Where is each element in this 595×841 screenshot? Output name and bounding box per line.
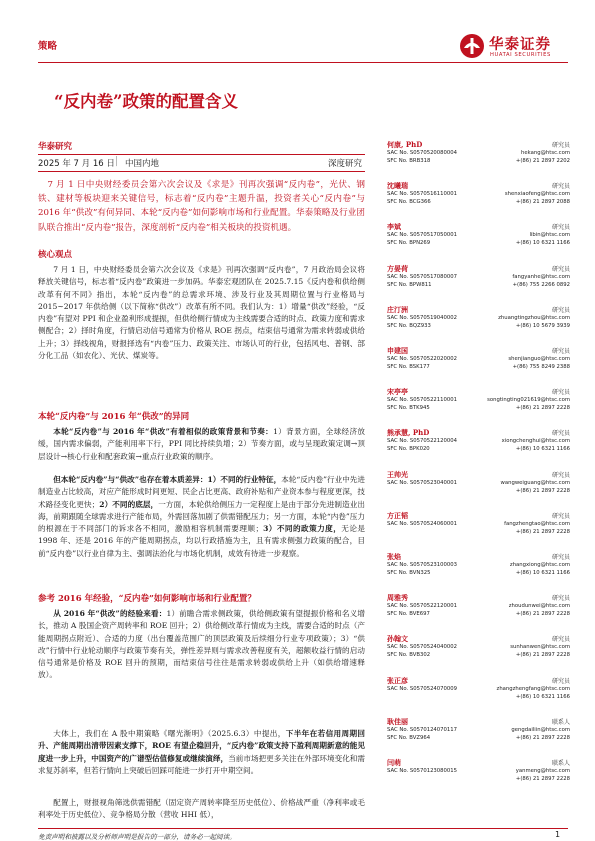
logo-name: 华泰证券 bbox=[489, 37, 551, 53]
org-label: 华泰研究 bbox=[38, 142, 73, 152]
analyst-card bbox=[387, 552, 570, 592]
reference-heading: 参考 2016 年经验，“反内卷”如何影响市场和行业配置？ bbox=[38, 594, 256, 604]
analyst-phone: +(86) 21 2897 2228 bbox=[515, 776, 570, 782]
analyst-name: 方晏荷 bbox=[387, 263, 408, 273]
page-number: 1 bbox=[555, 830, 561, 839]
analyst-email[interactable]: fangzhengtao@htsc.com bbox=[504, 520, 570, 527]
analyst-name: 沈曦瑞 bbox=[387, 181, 408, 191]
analyst-role: 研究员 bbox=[551, 224, 570, 232]
report-date: 2025 年 7 月 16 日 bbox=[38, 159, 115, 169]
config-paragraph: 配置上，财报视角筛选供需错配（固定资产周转率降至历史低位）、价格战严重（净利率或毛利率处于历史低位）、竞争格局分散（营收 HHI 低）， bbox=[38, 798, 365, 820]
similarity-lead: 本轮“反内卷”与 2016 年“供改”有着相似的政策背景和节奏： bbox=[53, 427, 274, 436]
analyst-sfc: SFC No. BQZ933 bbox=[387, 322, 431, 329]
analyst-role: 研究员 bbox=[551, 677, 570, 685]
analyst-sac: SAC No. S0570524040002 bbox=[387, 644, 458, 651]
analyst-sac: SAC No. S0570516110001 bbox=[387, 191, 458, 198]
difference-point3: 3）不同的政策力度， bbox=[263, 524, 342, 534]
analyst-card bbox=[387, 140, 570, 180]
analyst-phone: +(86) 21 2897 2228 bbox=[515, 405, 570, 412]
analyst-card bbox=[387, 593, 570, 633]
analyst-role: 研究员 bbox=[551, 265, 570, 273]
report-type: 深度研究 bbox=[328, 159, 363, 169]
analyst-name: 方正韬 bbox=[387, 510, 408, 520]
analyst-phone: +(86) 21 2897 2202 bbox=[515, 158, 570, 164]
analyst-card bbox=[387, 470, 570, 510]
analyst-email[interactable]: gengdailiin@htsc.com bbox=[511, 726, 570, 733]
analyst-card bbox=[387, 676, 570, 716]
analyst-sac: SAC No. S0570522120001 bbox=[387, 603, 458, 610]
analyst-sfc: SFC No. BTK945 bbox=[387, 405, 430, 412]
analyst-name: 宋亭亭 bbox=[387, 387, 408, 397]
similarity-rest: 1）背景方面，全球经济放缓，国内需求偏弱，产能利用率下行，PPI 同比持续负增；2）节奏方面，或与呈现政策定调→顶层设计→核心行业和配套政策→重点行业政策的顺序。 bbox=[38, 427, 365, 461]
core-view-paragraph: 7 月 1 日，中央财经委员会第六次会议及《求是》刊再次强调“反内卷”，7 月政治局会议将释放关键信号，标志着“反内卷”政策进一步加码。华泰宏观团队在 2025.7.15《反内卷和供给侧改革有何不同》指出，本轮“反内卷”的总需求环境、涉及行业及其周期位置与行业格局与 2015~2017 年供给侧（以下简称“供改”）改革有所不同。我们认为：1）增量“供改”经验，“反内卷”有望对 PPI 和企业盈利形成提振，但供给侧行情成为主线需要合适的时点、政策力度和需求侧配合；2）择时角度，行情启动信号通常为价格从 ROE 拐点，结束信号通常为需求转弱或供给上升；3）择线视角，财报择选有“内卷”压力、政策关注、市场认可的行业，包括风电、普钢、部分化工品（如农化）、光伏、煤炭等。 bbox=[38, 265, 365, 361]
footer-divider bbox=[38, 828, 568, 829]
reference-lead: 从 2016 年“供改”的经验来看： bbox=[53, 609, 167, 618]
analyst-role: 研究员 bbox=[551, 636, 570, 644]
analyst-email[interactable]: zhangxiong@htsc.com bbox=[509, 562, 570, 568]
reference-paragraph bbox=[38, 608, 365, 682]
analyst-email[interactable]: yanmeng@htsc.com bbox=[515, 768, 570, 774]
analyst-card bbox=[387, 181, 570, 221]
analyst-sfc: SFC No. BPK020 bbox=[387, 446, 430, 453]
reference-rest: 1）前瞻合需求侧政策，供给侧政策有望提振价格和名义增长，推动 A 股国企资产周转率和 ROE 回升；2）供给侧改革行情成为主线，需要合适的时点（产能周期拐点附近）、合适的力度（出台覆盖范围广的顶层政策及后续细分行业专项政策）；3）“供改”行情中行业轮动顺序与政策节奏有关，弹性差异则与需求改善程度有关，超额收益行情的启动信号通常是价格及 ROE 回升的预期，而结束信号往往是需求转弱或供给上升（如供给增速释放）。 bbox=[38, 609, 365, 680]
analyst-card bbox=[387, 264, 570, 304]
analyst-sac: SAC No. S0570519040002 bbox=[387, 314, 458, 321]
difference-lead: 但本轮“反内卷”与“供改”也存在着本质差异：1）不同的行业特征， bbox=[53, 475, 282, 484]
analyst-name: 熊承慧, PhD bbox=[387, 428, 430, 438]
analyst-sac: SAC No. S0570522120004 bbox=[387, 438, 458, 445]
analyst-role: 研究员 bbox=[551, 142, 570, 149]
logo-mark-icon bbox=[459, 33, 485, 59]
analyst-email[interactable]: wangweiguang@htsc.com bbox=[500, 479, 570, 486]
analyst-card bbox=[387, 222, 570, 262]
analyst-card bbox=[387, 387, 570, 427]
analyst-phone: +(86) 755 8249 2388 bbox=[512, 364, 570, 370]
analyst-sac: SAC No. S0570524070009 bbox=[387, 685, 458, 692]
meta-divider-bottom bbox=[38, 171, 365, 172]
analyst-sfc: SFC No. BVN325 bbox=[387, 570, 431, 576]
report-region: 中国内地 bbox=[125, 159, 160, 169]
analyst-email[interactable]: shenjianguo@htsc.com bbox=[508, 356, 570, 362]
analyst-sac: SAC No. S0570124070117 bbox=[387, 726, 458, 733]
analyst-name: 申建国 bbox=[387, 346, 408, 355]
diff-heading: 本轮“反内卷”与 2016 年“供改”的异同 bbox=[38, 412, 190, 422]
analyst-sfc: SFC No. BRB318 bbox=[387, 158, 431, 164]
analyst-card bbox=[387, 758, 570, 798]
analyst-role: 联系人 bbox=[551, 760, 570, 767]
analyst-role: 研究员 bbox=[551, 348, 570, 355]
analyst-card bbox=[387, 346, 570, 386]
analyst-email[interactable]: shenxiaofeng@htsc.com bbox=[504, 191, 570, 198]
analyst-email[interactable]: zhuangtingzhou@htsc.com bbox=[498, 314, 570, 321]
difference-mid1: 本轮“反内卷”行业中先进制造业占比较高，对应产能形成时间更短、民企占比更高、政府补贴和产业资本参与程度更深，技术路径变化更快； bbox=[38, 475, 365, 509]
analyst-role: 研究员 bbox=[551, 512, 570, 520]
analyst-sfc: SFC No. BPN269 bbox=[387, 240, 431, 247]
difference-tail: 无论是 1998 年、还是 2016 年的产能周期拐点，均以行政措施为主，且有需求侧强力政策的配合，目前“反内卷”以行业自律为主、强调法治化与市场化机制，成效有待进一步观察。 bbox=[38, 524, 365, 558]
meta-divider-top bbox=[38, 154, 365, 155]
similarity-paragraph bbox=[38, 426, 365, 463]
analyst-sac: SAC No. S0570524060001 bbox=[387, 520, 458, 527]
analyst-phone: +(86) 10 6321 1166 bbox=[515, 240, 570, 247]
analyst-sac: SAC No. S0570523040001 bbox=[387, 479, 458, 486]
meta-separator: │ bbox=[114, 157, 120, 167]
analyst-sfc: SFC No. BVB302 bbox=[387, 652, 431, 659]
analyst-email[interactable]: xiongchenghui@htsc.com bbox=[501, 438, 570, 445]
analyst-role: 研究员 bbox=[551, 389, 570, 397]
logo-english: HUATAI SECURITIES bbox=[490, 52, 551, 58]
analyst-card bbox=[387, 634, 570, 674]
analyst-name: 王帅光 bbox=[387, 469, 408, 479]
analyst-sfc: SFC No. BVZ964 bbox=[387, 734, 431, 741]
analyst-name: 张焰 bbox=[387, 552, 401, 561]
analyst-sac: SAC No. S0570522020002 bbox=[387, 356, 458, 362]
analyst-email[interactable]: fangyanhe@htsc.com bbox=[512, 273, 570, 280]
analyst-card bbox=[387, 428, 570, 468]
analyst-name: 庄汀洲 bbox=[387, 304, 408, 314]
company-logo bbox=[459, 33, 571, 61]
analyst-phone: +(86) 10 5679 3939 bbox=[515, 322, 570, 329]
analyst-sfc: SFC No. BVE697 bbox=[387, 611, 430, 618]
analyst-role: 研究员 bbox=[551, 306, 570, 314]
conclusion-tail: 当前市场把更多关注在外部环境变化和需求复苏斜率，但若行情向上突破后回踩可能进一步打开中期空间。 bbox=[38, 753, 366, 775]
analyst-phone: +(86) 755 2266 0892 bbox=[512, 281, 570, 288]
analyst-name: 闫萌 bbox=[387, 758, 401, 767]
analyst-name: 张正彦 bbox=[387, 675, 408, 685]
analyst-phone: +(86) 10 6321 1166 bbox=[515, 693, 570, 700]
analyst-sac: SAC No. S0570523100003 bbox=[387, 562, 458, 568]
analyst-phone: +(86) 21 2897 2228 bbox=[515, 487, 570, 494]
analyst-sac: SAC No. S0570517050001 bbox=[387, 232, 458, 239]
analyst-phone: +(86) 21 2897 2228 bbox=[515, 734, 570, 741]
footer-disclaimer: 免责声明和披露以及分析师声明是报告的一部分，请务必一起阅读。 bbox=[38, 833, 236, 841]
analyst-card bbox=[387, 305, 570, 345]
analyst-sfc: SFC No. BSK177 bbox=[387, 364, 430, 370]
header-divider bbox=[38, 62, 568, 63]
analyst-phone: +(86) 21 2897 2228 bbox=[515, 611, 570, 618]
analyst-role: 研究员 bbox=[551, 554, 570, 561]
analyst-sfc: SFC No. BCG366 bbox=[387, 199, 431, 206]
conclusion-bold: 下半年在若信用周期回升、产能周期出清带因素支撑下，ROE 有望企稳回升，“反内卷”政策支持下盈利周期新意的能见度进一步上升，中国资产的广谱型估值修复或继续演绎， bbox=[38, 729, 366, 763]
difference-mid2: 一方面，本轮供给侧压力一定程度上是由于部分先进制造业出海，前期跟随全球需求进行产能布局，外需回落加剧了供需错配压力；另一方面，本轮“内卷”压力的根源在于不同部门的诉求各不相同，激励相容机制需要理顺； bbox=[38, 499, 366, 534]
analyst-phone: +(86) 21 2897 2228 bbox=[515, 528, 570, 535]
analyst-sac: SAC No. S0570522110001 bbox=[387, 397, 458, 404]
analyst-email[interactable]: hekang@htsc.com bbox=[521, 150, 570, 156]
analyst-sfc: SFC No. BPW811 bbox=[387, 281, 432, 288]
analyst-email[interactable]: zhoudunwei@htsc.com bbox=[508, 603, 570, 610]
analyst-phone: +(86) 10 6321 1166 bbox=[515, 570, 570, 576]
analyst-role: 研究员 bbox=[551, 430, 570, 438]
conclusion-paragraph bbox=[38, 728, 365, 777]
section-label: 策略 bbox=[38, 41, 58, 52]
conclusion-head: 大体上，我们在 A 股中期策略《曙光渐明》（2025.6.3）中提出， bbox=[53, 729, 286, 738]
analyst-email[interactable]: songtingting021619@htsc.com bbox=[487, 397, 570, 404]
analyst-name: 李斌 bbox=[387, 222, 401, 232]
report-title: “反内卷”政策的配置含义 bbox=[54, 92, 238, 111]
core-view-heading: 核心观点 bbox=[38, 250, 73, 260]
analyst-phone: +(86) 21 2897 2088 bbox=[515, 199, 570, 206]
analyst-role: 研究员 bbox=[551, 595, 570, 603]
difference-point2: 2）不同的底层， bbox=[99, 499, 159, 509]
analyst-email[interactable]: sunhanwen@htsc.com bbox=[510, 644, 570, 651]
analyst-sac: SAC No. S0570520080004 bbox=[387, 150, 458, 156]
analyst-sac: SAC No. S0570123080015 bbox=[387, 768, 458, 774]
analyst-role: 研究员 bbox=[551, 183, 570, 191]
analyst-name: 何康, PhD bbox=[387, 140, 423, 149]
analyst-card bbox=[387, 717, 570, 757]
analyst-email[interactable]: zhangzhengfang@htsc.com bbox=[496, 685, 570, 692]
intro-paragraph: 7 月 1 日中央财经委员会第六次会议及《求是》刊再次强调“反内卷”，光伏、钢铁、建材等板块迎来关键信号，标志着“反内卷”主题升温，投资者关心“反内卷”与 2016 年“供改”有何异同、本轮“反内卷”如何影响市场和行业配置。华泰策略及行业团队联合推出“反内卷”报告，深度剖析“反内卷”相关板块的投资机遇。 bbox=[38, 180, 365, 233]
analyst-role: 联系人 bbox=[551, 718, 570, 726]
analyst-phone: +(86) 10 6321 1166 bbox=[515, 446, 570, 453]
analyst-name: 耿佳丽 bbox=[387, 716, 408, 726]
analyst-role: 研究员 bbox=[551, 471, 570, 479]
analyst-sac: SAC No. S0570517080007 bbox=[387, 273, 458, 280]
analyst-name: 孙翰文 bbox=[387, 634, 408, 644]
analyst-card bbox=[387, 511, 570, 551]
difference-paragraph bbox=[38, 474, 365, 560]
analyst-name: 周雅秀 bbox=[387, 593, 408, 603]
analyst-phone: +(86) 21 2897 2228 bbox=[515, 652, 570, 659]
analyst-email[interactable]: libin@htsc.com bbox=[529, 232, 570, 239]
